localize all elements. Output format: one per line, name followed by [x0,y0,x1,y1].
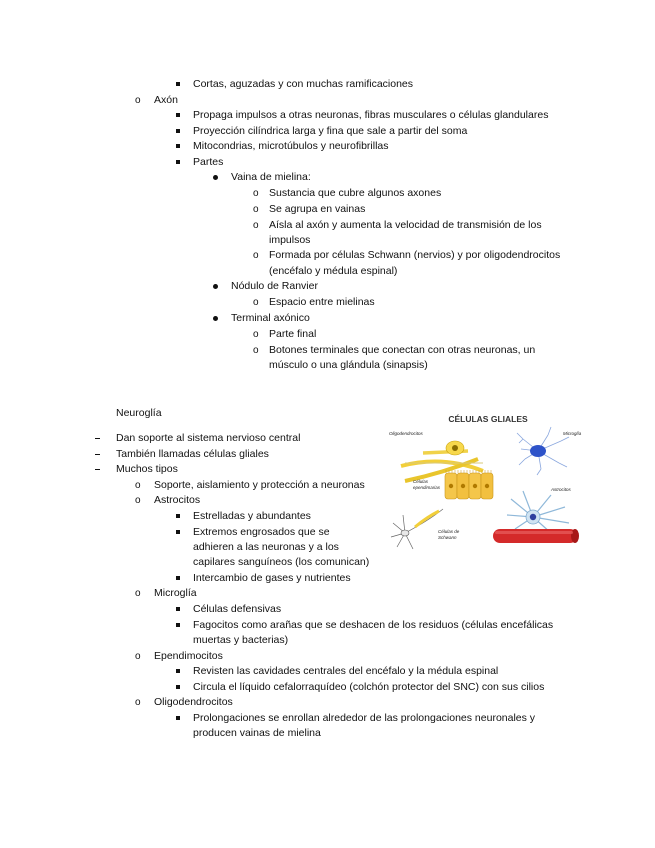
microglia-title: Microglía [154,587,197,599]
terminal-item: Botones terminales que conectan con otras neuronas, un [269,344,536,356]
mielina-item: Formada por células Schwann (nervios) y por oligodendrocitos [269,249,561,261]
oligodendrocitos-item-cont: producen vainas de mielina [193,727,321,739]
microglia-cell [530,445,546,457]
ependimocitos-item: Circula el líquido cefalorraquídeo (colchón protector del SNC) con sus cilios [193,681,545,693]
label-schwann-1: Células de [438,529,460,534]
neuroglia-point: Dan soporte al sistema nervioso central [116,432,301,444]
bullet-circle: o [253,188,259,199]
microglia-item-cont: muertas y bacterias) [193,634,289,646]
bullet-circle: o [253,297,259,308]
mielina-item-cont: (encéfalo y médula espinal) [269,265,398,277]
bullet-dash [95,454,100,455]
astrocitos-item: Intercambio de gases y nutrientes [193,572,351,584]
tipo-soporte: Soporte, aislamiento y protección a neuronas [154,479,365,491]
mielina-item: Se agrupa en vainas [269,203,366,215]
figure-title: CÉLULAS GLIALES [448,414,528,424]
bullet-square [176,82,180,86]
oligodendrocitos-item: Prolongaciones se enrollan alrededor de las prolongaciones neuronales y [193,712,536,724]
bullet-square [176,685,180,689]
label-ependimarias-1: Células [413,479,429,484]
bullet-circle: o [253,250,259,261]
blood-vessel [493,529,579,543]
bullet-circle: o [135,480,141,491]
microglia-item: Fagocitos como arañas que se deshacen de los residuos (células encefálicas [193,619,554,631]
mielina-item: Aísla al axón y aumenta la velocidad de transmisión de los [269,219,542,231]
label-ependimarias-2: ependimarias [413,485,441,490]
bullet-dash [95,469,100,470]
ependimocitos-title: Ependimocitos [154,650,223,662]
mielina-title: Vaina de mielina: [231,171,311,183]
ependimocitos-item: Revisten las cavidades centrales del encéfalo y la médula espinal [193,665,499,677]
bullet-square [176,530,180,534]
mielina-item: Sustancia que cubre algunos axones [269,187,442,199]
bullet-dot [213,284,218,289]
astrocitos-item: Estrelladas y abundantes [193,510,311,522]
glial-cells-figure [383,411,593,556]
dendrite-description: Cortas, aguzadas y con muchas ramificaciones [193,78,414,90]
label-oligodendrocitos: Oligodendrocitos [389,431,423,436]
bullet-dash [95,438,100,439]
bullet-circle: o [135,95,141,106]
bullet-square [176,716,180,720]
axon-point: Propaga impulsos a otras neuronas, fibras musculares o células glandulares [193,109,549,121]
bullet-circle: o [253,220,259,231]
label-microglia: Microglía [563,431,582,436]
terminal-item: Parte final [269,328,317,340]
axon-title: Axón [154,94,178,106]
bullet-square [176,576,180,580]
bullet-square [176,607,180,611]
axon-point: Mitocondrias, microtúbulos y neurofibrillas [193,140,389,152]
terminal-item-cont: músculo o una glándula (sinapsis) [269,359,428,371]
bullet-square [176,623,180,627]
neuroglia-point: Muchos tipos [116,463,178,475]
astrocitos-item-cont: adhieren a las neuronas y a los [193,541,339,553]
ranvier-item: Espacio entre mielinas [269,296,375,308]
axon-point: Partes [193,156,224,168]
bullet-square [176,113,180,117]
label-astrocitos: Astrocitos [551,487,571,492]
bullet-circle: o [253,345,259,356]
neuroglia-heading: Neuroglía [116,407,162,419]
label-schwann-2: Schwann [438,535,457,540]
ependymal-illustration [445,470,493,499]
schwann-sheath [415,511,439,527]
bullet-dot [213,175,218,180]
microglia-item: Células defensivas [193,603,282,615]
astrocitos-title: Astrocitos [154,494,201,506]
bullet-circle: o [135,495,141,506]
bullet-circle: o [135,651,141,662]
bullet-square [176,160,180,164]
mielina-item-cont: impulsos [269,234,311,246]
bullet-circle: o [253,329,259,340]
axon-point: Proyección cilíndrica larga y fina que sale a partir del soma [193,125,468,137]
astrocitos-item-cont: capilares sanguíneos (los comunican) [193,556,370,568]
bullet-square [176,669,180,673]
bullet-circle: o [135,697,141,708]
bullet-square [176,144,180,148]
bullet-circle: o [135,588,141,599]
bullet-square [176,129,180,133]
oligodendrocitos-title: Oligodendrocitos [154,696,233,708]
ranvier-title: Nódulo de Ranvier [231,280,318,292]
bullet-circle: o [253,204,259,215]
terminal-title: Terminal axónico [231,312,310,324]
neuroglia-point: También llamadas células gliales [116,448,269,460]
astrocitos-item: Extremos engrosados que se [193,526,330,538]
bullet-square [176,514,180,518]
schwann-illustration [391,509,443,549]
bullet-dot [213,316,218,321]
